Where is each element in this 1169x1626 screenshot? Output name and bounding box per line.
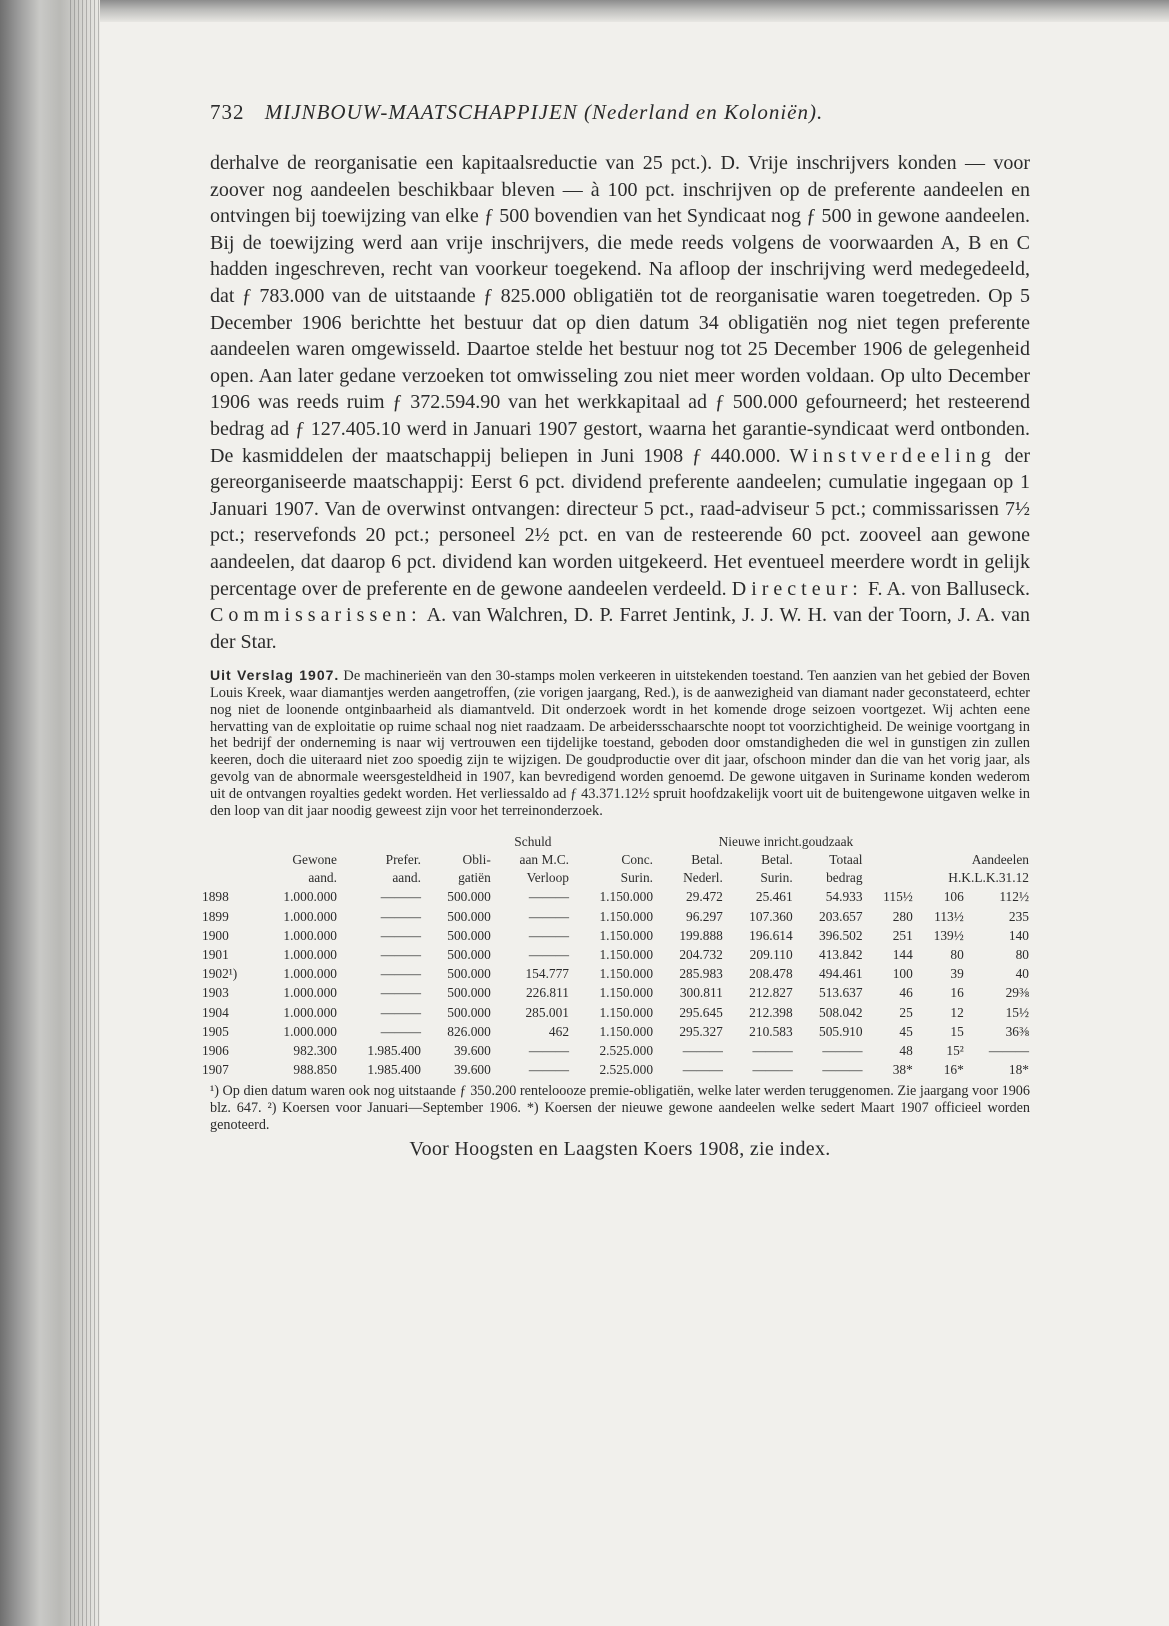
table-cell: 235 bbox=[1008, 908, 1029, 924]
table-cell: 826.000 bbox=[447, 1023, 491, 1039]
column-subheader: aand. bbox=[392, 870, 421, 886]
column-subheader: gatiën bbox=[458, 870, 491, 886]
commissarissen-text: A. van Walchren, D. P. Farret Jentink, J. J. W. H. van der Toorn, J. A. van der Star. bbox=[210, 604, 1030, 653]
column-header: Betal. bbox=[691, 852, 723, 868]
table-cell: ——— bbox=[528, 947, 570, 963]
year-cell: 1906 bbox=[202, 1043, 229, 1059]
table-cell: 96.297 bbox=[686, 908, 723, 924]
table-cell: 494.461 bbox=[819, 966, 863, 982]
year-cell: 1904 bbox=[202, 1004, 229, 1020]
column-subheader: Surin. bbox=[760, 870, 793, 886]
table-cell: ——— bbox=[380, 889, 421, 905]
table-cell: 2.525.000 bbox=[599, 1062, 654, 1078]
table-cell: 285.983 bbox=[679, 966, 723, 982]
table-cell: 462 bbox=[548, 1023, 570, 1039]
final-line: Voor Hoogsten en Laagsten Koers 1908, zie index. bbox=[409, 1138, 831, 1161]
table-cell: 15² bbox=[946, 1043, 964, 1059]
table-cell: 1.150.000 bbox=[599, 985, 654, 1001]
table-cell: 100 bbox=[892, 966, 913, 982]
table-cell: ——— bbox=[752, 1062, 793, 1078]
column-header: Prefer. bbox=[385, 852, 421, 868]
year-cell: 1902¹) bbox=[202, 966, 238, 982]
table-row bbox=[202, 945, 1032, 964]
year-cell: 1900 bbox=[202, 927, 229, 943]
table-cell: 280 bbox=[892, 908, 913, 924]
paragraph-text: derhalve de reorganisatie een kapitaalsreductie van 25 pct.). D. Vrije inschrijvers konden — voor zoover nog aandeelen beschikbaar bleven — à 100 pct. inschrijven op de preferente aandeelen en ontvingen bij toewijzing van elke ƒ 500 bovendien van het Syndicaat nog ƒ 500 in gewone aandeelen. Bij de toewijzing werd aan vrije inschrijvers, die mede reeds volgens de voorwaarden A, B en C hadden ingeschreven, recht van voorkeur toegekend. Na afloop der inschrijving werd medegedeeld, dat ƒ 783.000 van de uitstaande ƒ 825.000 obligatiën tot de reorganisatie waren toegetreden. Op 5 December 1906 berichtte het bestuur dat op dien datum 34 obligatiën nog niet tegen preferente aandeelen waren omgewisseld. Daartoe stelde het bestuur nog tot 25 December 1906 de gelegenheid open. Aan later gedane verzoeken tot omwisseling zou niet meer worden voldaan. Op ulto December 1906 was reeds ruim ƒ 372.594.90 van het werkkapitaal ad ƒ 500.000 gefourneerd; het resteerend bedrag ad ƒ 127.405.10 werd in Januari 1907 gestort, waarna het garantie-syndicaat werd ontbonden. De kasmiddelen der maatschappij beliepen in Juni 1908 ƒ 440.000. bbox=[210, 152, 1030, 467]
table-cell: ——— bbox=[380, 966, 421, 982]
table-cell: 204.732 bbox=[679, 947, 723, 963]
table-cell: 25.461 bbox=[755, 889, 793, 905]
table-cell: ——— bbox=[988, 1043, 1029, 1059]
financial-table bbox=[202, 833, 1032, 1079]
table-cell: 226.811 bbox=[525, 985, 570, 1001]
table-cell: 500.000 bbox=[447, 985, 491, 1001]
table-header-row bbox=[202, 851, 1032, 869]
year-cell: 1899 bbox=[202, 908, 229, 924]
table-cell: 106 bbox=[943, 889, 964, 905]
table-cell: 1.000.000 bbox=[283, 908, 337, 924]
table-cell: ——— bbox=[528, 1043, 570, 1059]
column-subheader: Verloop bbox=[526, 870, 570, 886]
directeur-label: Directeur: bbox=[731, 577, 863, 600]
main-paragraph bbox=[210, 150, 1030, 655]
table-cell: 45 bbox=[899, 1023, 913, 1039]
table-cell: 500.000 bbox=[447, 1004, 491, 1020]
table-cell: 1.985.400 bbox=[367, 1043, 421, 1059]
table-cell: 2.525.000 bbox=[599, 1043, 654, 1059]
table-cell: 80 bbox=[950, 947, 964, 963]
column-subheader: H.K.L.K.31.12 bbox=[948, 870, 1029, 886]
column-header: Aandeelen bbox=[971, 852, 1029, 868]
table-cell: 212.398 bbox=[749, 1004, 793, 1020]
table-cell: 500.000 bbox=[447, 908, 491, 924]
table-cell: 38* bbox=[892, 1062, 913, 1078]
annual-report-section bbox=[210, 667, 1030, 819]
directeur-text: F. A. von Balluseck. bbox=[867, 577, 1030, 600]
report-lead: Uit Verslag 1907. bbox=[210, 667, 340, 684]
table-cell: 505.910 bbox=[819, 1023, 863, 1039]
report-text: De machinerieën van den 30-stamps molen verkeeren in uitstekenden toestand. Ten aanzien van het gebied der Boven Louis Kreek, waar diamantjes werden aangetroffen, (zie vorigen jaargang, Red.), is de aanwezigheid van diamant nader geconstateerd, echter nog niet de loonende ontginbaarheid als diamantveld. Dit onderzoek wordt in het komende droge seizoen voortgezet. Wij achten eene hervatting van de exploitatie op ruime schaal nog niet raadzaam. De arbeidersschaarschte noopt tot voorzichtigheid. De weinige voortgang in het bedrijf der onderneming is naar wij vertrouwen een tijdelijke toestand, geboden door omstandigheden die wel in gunstigen zin zullen keeren, doch die uiteraard niet zoo spoedig zijn te wijzigen. De goudproductie over dit jaar, ofschoon minder dan die van het vorig jaar, als gevolg van de abnormale weersgesteldheid in 1907, kan bevredigend worden genoemd. De gewone uitgaven in Suriname konden wederom uit de ontvangen royalties gedekt worden. Het verliessaldo ad ƒ 43.371.12½ spruit hoofdzakelijk voort uit de buitengewone uitgaven welke in den loop van dit jaar noodig geweest zijn voor het terreinonderzoek. bbox=[210, 668, 1030, 819]
table-row bbox=[202, 907, 1032, 926]
table-cell: 295.327 bbox=[679, 1023, 723, 1039]
table-cell: 1.000.000 bbox=[283, 985, 337, 1001]
column-subheader: aand. bbox=[308, 870, 337, 886]
table-cell: 40 bbox=[1015, 966, 1029, 982]
table-cell: 46 bbox=[899, 985, 913, 1001]
table-cell: 500.000 bbox=[447, 889, 491, 905]
table-cell: 1.150.000 bbox=[599, 927, 654, 943]
table-cell: 295.645 bbox=[679, 1004, 723, 1020]
winstverdeeling-label: Winstverdeeling bbox=[789, 444, 996, 467]
table-cell: 982.300 bbox=[293, 1043, 337, 1059]
table-cell: 196.614 bbox=[749, 927, 793, 943]
table-cell: ——— bbox=[380, 985, 421, 1001]
year-cell: 1905 bbox=[202, 1023, 229, 1039]
running-header bbox=[210, 100, 1030, 138]
table-cell: 15 bbox=[950, 1023, 964, 1039]
table-cell: 16* bbox=[943, 1062, 964, 1078]
table-cell: 1.000.000 bbox=[283, 889, 337, 905]
column-subheader: bedrag bbox=[826, 870, 863, 886]
table-cell: 15½ bbox=[1005, 1004, 1029, 1020]
column-header: aan M.C. bbox=[519, 852, 570, 868]
table-subheader-row bbox=[202, 869, 1032, 887]
table-cell: 113½ bbox=[934, 908, 964, 924]
table-cell: 80 bbox=[1015, 947, 1029, 963]
table-cell: 1.985.400 bbox=[367, 1062, 421, 1078]
page-top-shadow bbox=[0, 0, 1169, 22]
table-cell: ——— bbox=[528, 908, 570, 924]
table-row bbox=[202, 1041, 1032, 1060]
table-cell: 209.110 bbox=[749, 947, 793, 963]
table-cell: 1.000.000 bbox=[283, 1023, 337, 1039]
column-subheader: Nederl. bbox=[683, 870, 723, 886]
column-header: Conc. bbox=[621, 852, 654, 868]
table-cell: 39 bbox=[950, 966, 964, 982]
table-body bbox=[202, 887, 1032, 1079]
table-cell: 154.777 bbox=[525, 966, 570, 982]
table-cell: 112½ bbox=[999, 889, 1029, 905]
table-cell: 1.150.000 bbox=[599, 1004, 654, 1020]
table-cell: ——— bbox=[682, 1043, 723, 1059]
winstverdeeling-text: der gereorganiseerde maatschappij: Eerst 6 pct. dividend preferente aandeelen; cumulatie ingegaan op 1 Januari 1907. Van de overwinst ontvangen: directeur 5 pct., raad-adviseur 5 pct.; commissarissen 7½ pct.; reservefonds 20 pct.; personeel 2½ pct. en van de resteerende 60 pct. zooveel aan gewone aandeelen, dat daarop 6 pct. dividend kan worden uitgekeerd. Het eventueel meerdere wordt in gelijk percentage over de preferente en de gewone aandeelen verdeeld. bbox=[210, 444, 1031, 600]
page-edges bbox=[70, 0, 100, 1626]
table-cell: 115½ bbox=[883, 889, 913, 905]
year-cell: 1898 bbox=[202, 889, 229, 905]
table-cell: 1.000.000 bbox=[283, 966, 337, 982]
table-cell: 988.850 bbox=[293, 1062, 337, 1078]
page-content bbox=[202, 100, 1031, 1161]
table-cell: 25 bbox=[899, 1004, 913, 1020]
table-cell: 1.150.000 bbox=[599, 947, 654, 963]
table-row bbox=[202, 926, 1032, 945]
table-cell: 1.000.000 bbox=[283, 947, 337, 963]
table-cell: 1.150.000 bbox=[599, 889, 654, 905]
table-cell: ——— bbox=[528, 1062, 570, 1078]
table-cell: 1.000.000 bbox=[283, 1004, 337, 1020]
table-row bbox=[202, 964, 1032, 983]
group-header-nieuwe: Nieuwe inricht.goudzaak bbox=[718, 834, 854, 850]
table-cell: 1.000.000 bbox=[283, 927, 337, 943]
commissarissen-label: Commissarissen: bbox=[210, 604, 422, 627]
table-cell: ——— bbox=[380, 1023, 421, 1039]
year-cell: 1903 bbox=[202, 985, 229, 1001]
table-cell: 29⅜ bbox=[1005, 985, 1029, 1001]
table-cell: 39.600 bbox=[453, 1043, 491, 1059]
table-cell: 140 bbox=[1008, 927, 1029, 943]
table-group-header-row bbox=[202, 833, 1032, 851]
table-cell: 16 bbox=[950, 985, 964, 1001]
table-row bbox=[202, 887, 1032, 906]
header-title: MIJNBOUW-MAATSCHAPPIJEN (Nederland en Koloniën). bbox=[264, 100, 824, 124]
table-cell: 500.000 bbox=[447, 927, 491, 943]
table-row bbox=[202, 1022, 1032, 1041]
table-cell: 144 bbox=[892, 947, 913, 963]
table-cell: 18* bbox=[1008, 1062, 1029, 1078]
group-header-schuld: Schuld bbox=[514, 834, 552, 850]
table-cell: 508.042 bbox=[819, 1004, 863, 1020]
year-cell: 1907 bbox=[202, 1062, 229, 1078]
table-cell: ——— bbox=[380, 1004, 421, 1020]
table-cell: 203.657 bbox=[819, 908, 863, 924]
column-header: Gewone bbox=[292, 852, 337, 868]
footnotes: ¹) Op dien datum waren ook nog uitstaande ƒ 350.200 renteloooze premie-obligatiën, welke later werden teruggenomen. Zie jaargang voor 1906 blz. 647. ²) Koersen voor Januari—September 1906. *) Koersen der nieuwe gewone aandeelen welke sedert Maart 1907 officieel worden genoteerd. bbox=[210, 1083, 1030, 1134]
table-cell: 199.888 bbox=[679, 927, 723, 943]
table-row bbox=[202, 1060, 1032, 1079]
table-cell: ——— bbox=[682, 1062, 723, 1078]
table-cell: 39.600 bbox=[453, 1062, 491, 1078]
column-header: Obli- bbox=[462, 852, 491, 868]
table-cell: 139½ bbox=[933, 927, 964, 943]
table-cell: 500.000 bbox=[447, 947, 491, 963]
table-cell: ——— bbox=[380, 908, 421, 924]
table-cell: ——— bbox=[752, 1043, 793, 1059]
table-cell: 1.150.000 bbox=[599, 908, 654, 924]
column-header: Betal. bbox=[761, 852, 793, 868]
column-header bbox=[202, 851, 256, 869]
table-cell: 36⅜ bbox=[1005, 1023, 1029, 1039]
table-cell: 251 bbox=[892, 927, 913, 943]
table-cell: ——— bbox=[380, 927, 421, 943]
column-subheader: Surin. bbox=[620, 870, 654, 886]
page-number: 732 bbox=[210, 100, 245, 124]
table-cell: 513.637 bbox=[819, 985, 863, 1001]
table-cell: 212.827 bbox=[749, 985, 793, 1001]
table-cell: 208.478 bbox=[749, 966, 793, 982]
table-cell: ——— bbox=[528, 889, 570, 905]
table-cell: ——— bbox=[822, 1043, 863, 1059]
table-cell: ——— bbox=[380, 947, 421, 963]
table-cell: 1.150.000 bbox=[599, 966, 654, 982]
table-cell: 396.502 bbox=[819, 927, 863, 943]
column-header: Totaal bbox=[829, 852, 863, 868]
table-cell: 285.001 bbox=[525, 1004, 570, 1020]
table-cell: 1.150.000 bbox=[599, 1023, 654, 1039]
column-subheader bbox=[202, 869, 256, 887]
table-cell: 300.811 bbox=[679, 985, 723, 1001]
table-cell: 500.000 bbox=[447, 966, 491, 982]
table-cell: 210.583 bbox=[749, 1023, 793, 1039]
table-cell: ——— bbox=[528, 927, 570, 943]
table-cell: 107.360 bbox=[749, 908, 793, 924]
table-cell: ——— bbox=[822, 1062, 863, 1078]
table-row bbox=[202, 983, 1032, 1002]
table-cell: 54.933 bbox=[825, 889, 863, 905]
table-cell: 12 bbox=[950, 1004, 964, 1020]
table-cell: 48 bbox=[899, 1043, 913, 1059]
year-cell: 1901 bbox=[202, 947, 229, 963]
table-row bbox=[202, 1003, 1032, 1022]
table-cell: 413.842 bbox=[819, 947, 863, 963]
table-cell: 29.472 bbox=[686, 889, 723, 905]
